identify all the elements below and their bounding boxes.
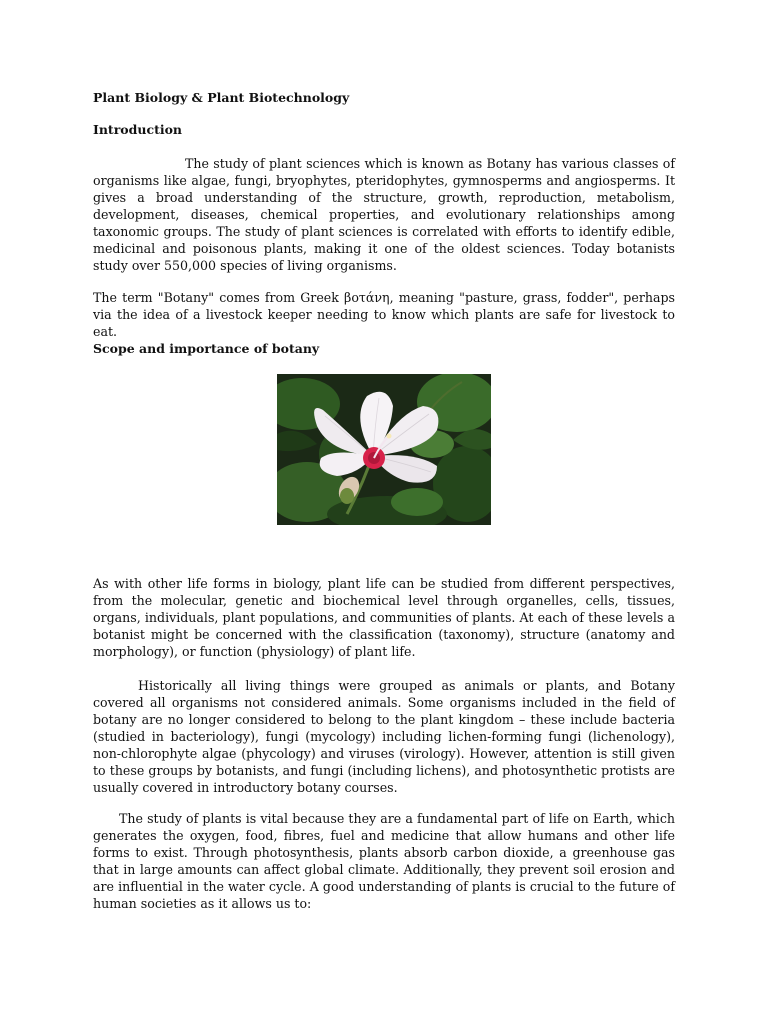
section-heading-scope: Scope and importance of botany [93,341,320,356]
perspectives-paragraph: As with other life forms in biology, plant life can be studied from different perspectives, from the molecular, genetic and biochemical level through organelles, cells, tissues, organs, individuals, plant populations, and communities of plants. At each of these levels a botanist might be concerned with the classification (taxonomy), structure (anatomy and morphology), or function (physiology) of plant life. [93,576,675,659]
vital-importance-paragraph: The study of plants is vital because they are a fundamental part of life on Earth, which generates the oxygen, food, fibres, fuel and medicine that allow humans and other life forms to exist. Through photosynthesis, plants absorb carbon dioxide, a greenhouse gas that in large amounts can affect global climate. Additionally, they prevent soil erosion and are influential in the water cycle. A good understanding of plants is crucial to the future of human societies as it allows us to: [93,811,675,911]
document-title: Plant Biology & Plant Biotechnology [93,90,350,105]
history-paragraph: Historically all living things were grouped as animals or plants, and Botany covered all organisms not considered animals. Some organisms included in the field of botany are no longer considered to belong to the plant kingdom – these include bacteria (studied in bacteriology), fungi (mycology) including lichen-forming fungi (lichenology), non-chlorophyte algae (phycology) and viruses (virology). However, attention is still given to these groups by botanists, and fungi (including lichens), and photosynthetic protists are usually covered in introductory botany courses. [93,678,675,795]
intro-paragraph: The study of plant sciences which is known as Botany has various classes of organisms like algae, fungi, bryophytes, pteridophytes, gymnosperms and angiosperms. It gives a broad understanding of the structure, growth, reproduction, metabolism, development, diseases, chemical properties, and evolutionary relationships among taxonomic groups. The study of plant sciences is correlated with efforts to identify edible, medicinal and poisonous plants, making it one of the oldest sciences. Today botanists study over 550,000 species of living organisms. [93,156,675,273]
hibiscus-flower-photo [277,374,491,525]
hibiscus-flower-image [277,374,491,525]
term-paragraph: The term "Botany" comes from Greek βοτάνη, meaning "pasture, grass, fodder", perhaps via the idea of a livestock keeper needing to know which plants are safe for livestock to eat. [93,290,675,339]
section-heading-introduction: Introduction [93,122,183,137]
